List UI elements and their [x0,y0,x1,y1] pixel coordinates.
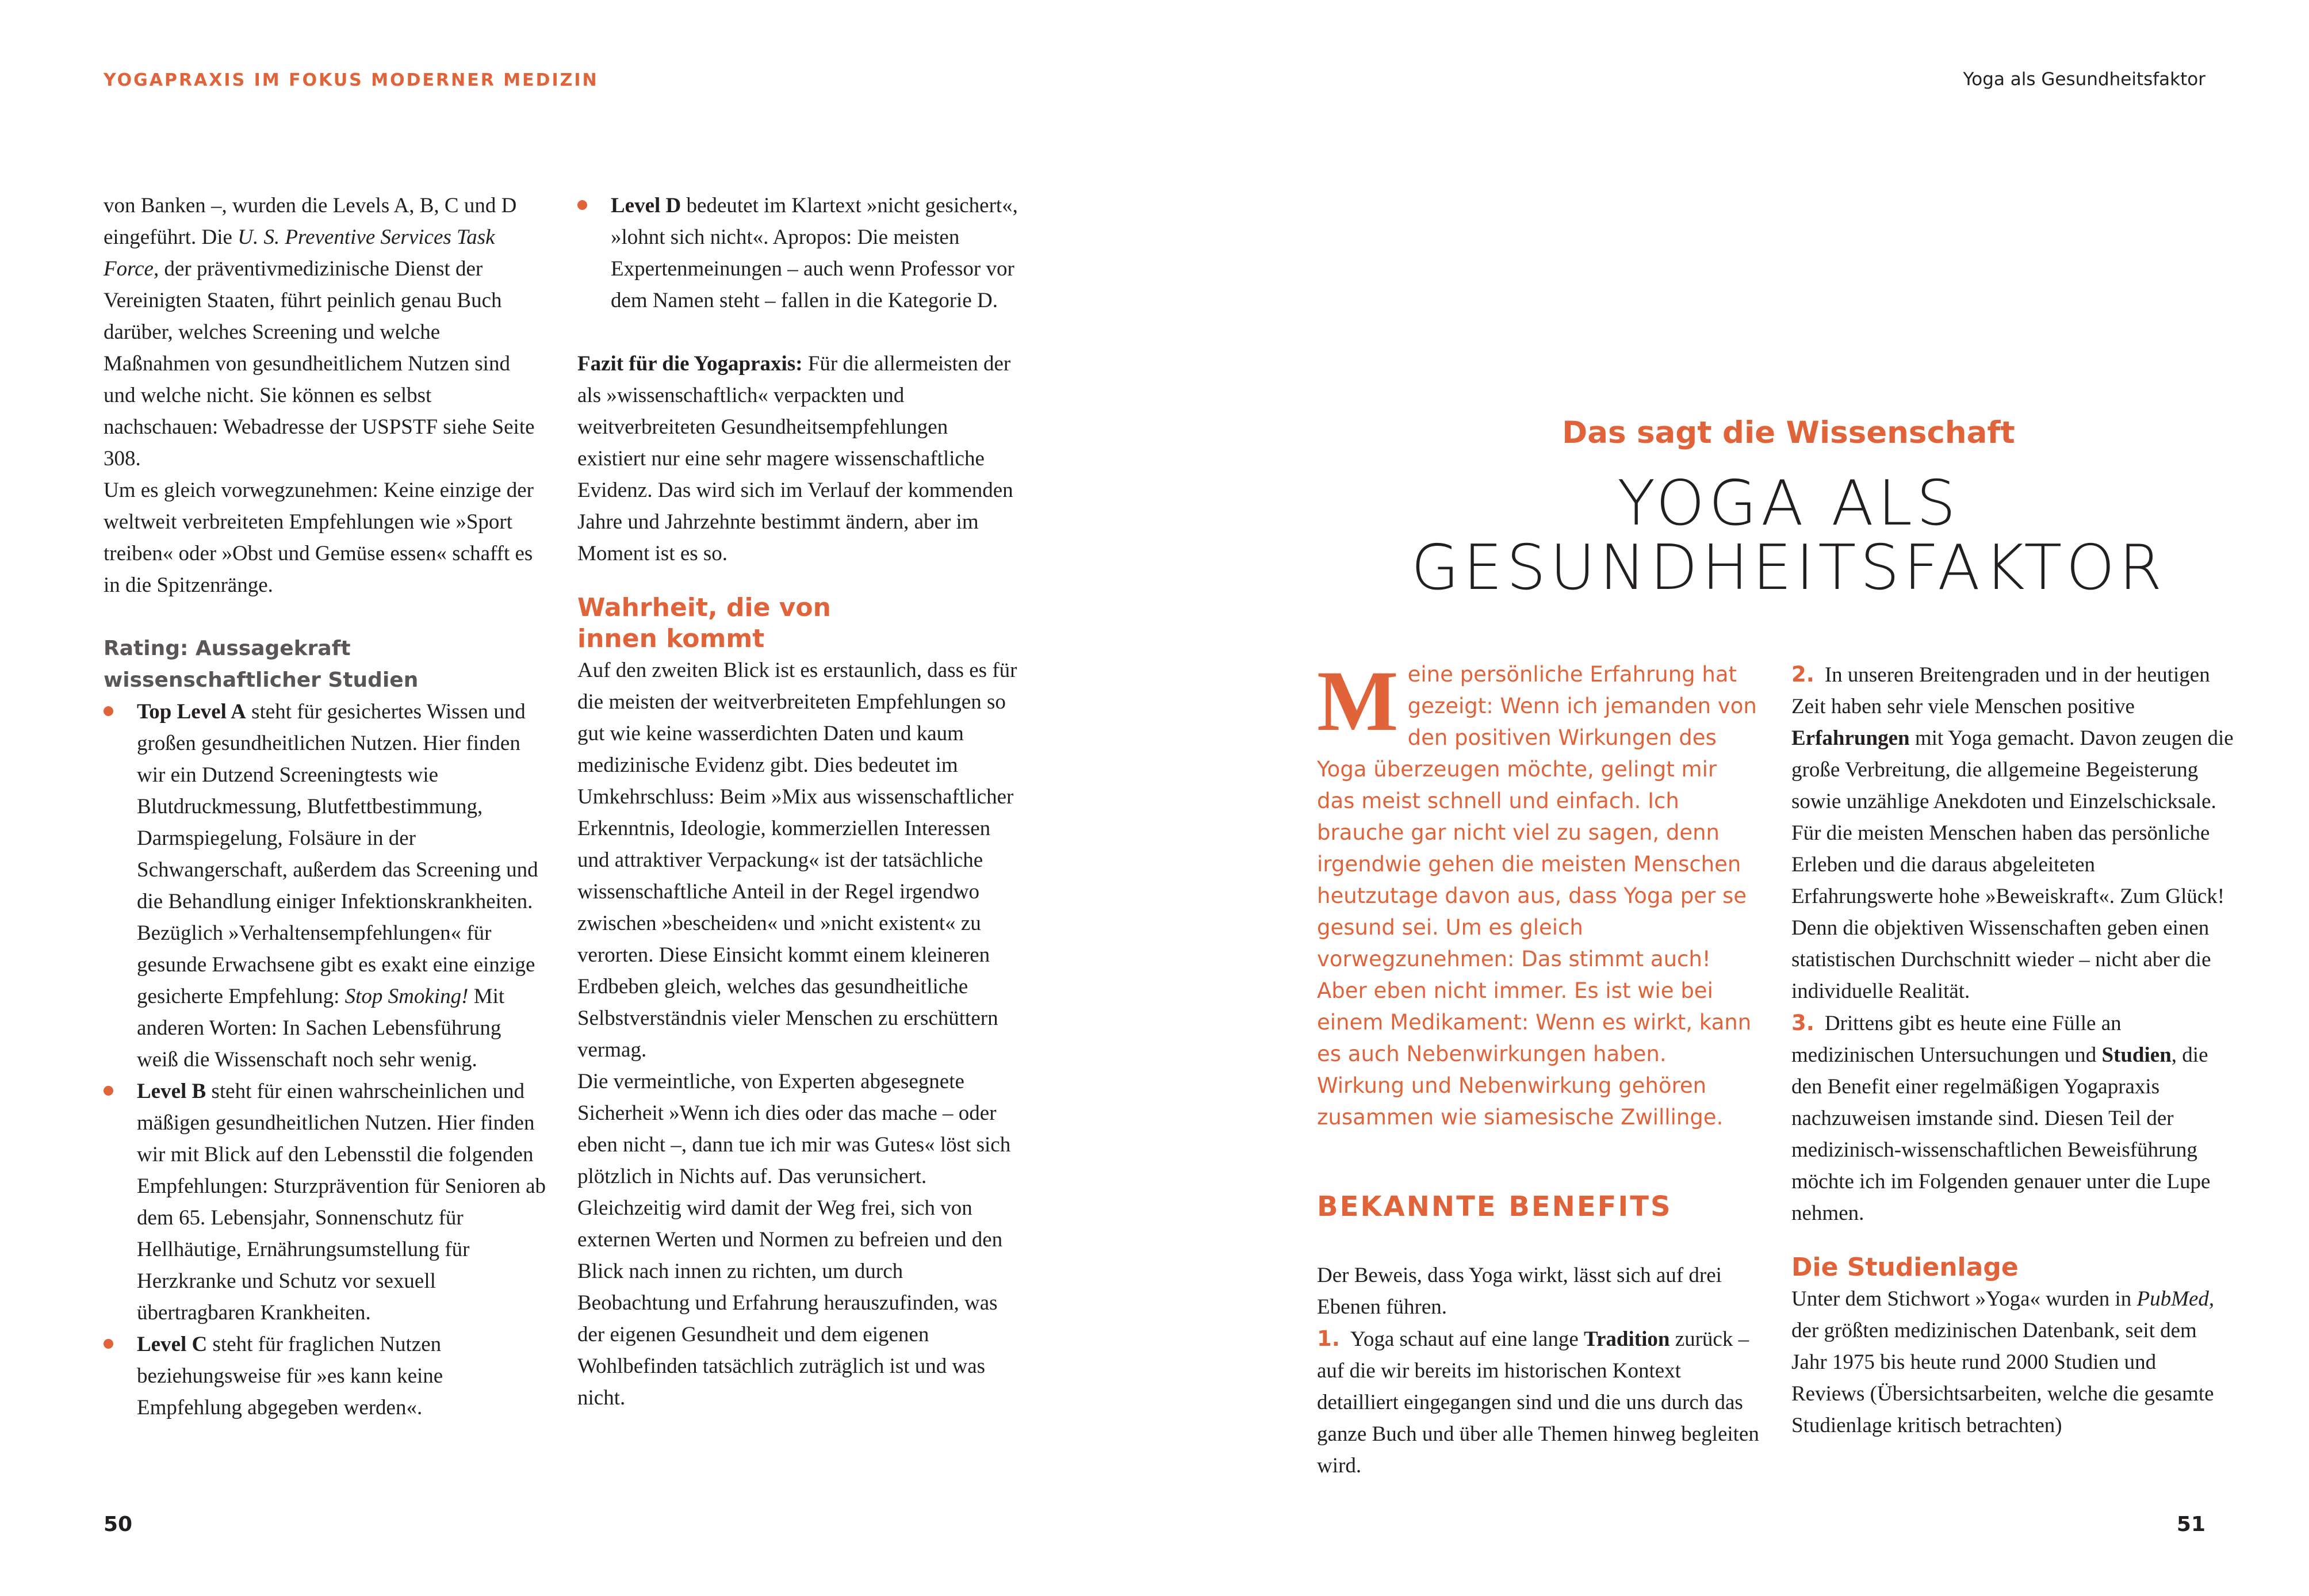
chapter-intro-text: eine persönliche Erfahrung hat gezeigt: Wenn ich jemanden von den positiven Wirkungen des Yoga überzeugen möchte, gelingt mir das meist schnell und einfach. Ich brauche gar nicht viel zu sagen, denn irgendwie gehen die meisten Menschen heutzutage davon aus, dass Yoga per se gesund sei. Um es gleich vorwegzunehmen: Das stimmt auch! Aber eben nicht immer. Es ist wie bei einem Medikament: Wenn es wirkt, kann es auch Nebenwirkungen haben. Wirkung und Nebenwirkung gehören zusammen wie siamesische Zwillinge. [1317,662,1757,1130]
benefit-text: In unseren Breitengraden und in der heutigen Zeit haben sehr viele Menschen positive Erfahrungen mit Yoga gemacht. Davon zeugen die große Verbreitung, die allgemeine Begeisterung sowie unzählige Anekdoten und Einzelschicksale. Für die meisten Menschen haben das persönliche Erleben und die daraus abgeleiteten Erfahrungswerte hohe »Beweiskraft«. Zum Glück! Denn die objektiven Wissenschaften geben einen statistischen Durchschnitt wieder – nicht aber die individuelle Realität. [1791,663,2234,1003]
rating-list-continued [577,190,1020,316]
page-number-right: 51 [2176,1513,2205,1536]
rating-heading: Rating: Aussagekraft wissenschaftlicher Studien [104,637,419,692]
benefit-number: 1. [1317,1326,1340,1351]
chapter-eyebrow: Das sagt die Wissenschaft [1562,415,2015,450]
chapter-title-line-2: GESUNDHEITSFAKTOR [1411,532,2166,604]
list-item: Level D bedeutet im Klartext »nicht gesichert«, »lohnt sich nicht«. Apropos: Die meisten Expertenmeinungen – auch wenn Professor vor dem Namen steht – fallen in die Kategorie D. [577,190,1020,316]
benefit-text: Yoga schaut auf eine lange Tradition zurück – auf die wir bereits im historischen Kontext detailliert eingegangen sind und die uns durch das ganze Buch und über alle Themen hinweg begleiten wird. [1317,1327,1759,1478]
fazit-paragraph: Fazit für die Yogapraxis: Für die allermeisten der als »wissenschaftlich« verpackten und weitverbreiteten Gesundheitsempfehlungen existiert nur eine sehr magere wissenschaftliche Evidenz. Das wird sich im Verlauf der kommenden Jahre und Jahrzehnte bestimmt ändern, aber im Moment ist es so. [577,352,1013,565]
col1-intro2: Um es gleich vorwegzunehmen: Keine einzige der weltweit verbreiteten Empfehlungen wie »Sport treiben« oder »Obst und Gemüse essen« schafft es in die Spitzenränge. [104,479,534,597]
running-head-left: YOGAPRAXIS IM FOKUS MODERNER MEDIZIN [104,70,599,90]
studienlage-paragraph: Unter dem Stichwort »Yoga« wurden in PubMed, der größten medizinischen Datenbank, seit dem Jahr 1975 bis heute rund 2000 Studien und Reviews (Übersichtsarbeiten, welche die gesamte Studienlage kritisch betrachten) [1791,1287,2215,1437]
chapter-title [1323,468,2254,604]
benefits-lead: Der Beweis, dass Yoga wirkt, lässt sich auf drei Ebenen führen. [1317,1264,1722,1319]
benefit-item-1 [1317,1323,1760,1482]
chapter-intro [1317,653,1760,1133]
column-4 [1791,659,2234,1441]
column-1 [104,190,546,1423]
benefit-text: Drittens gibt es heute eine Fülle an medizinischen Untersuchungen und Studien, die den Benefit einer regelmäßigen Yogapraxis nachzuweisen imstande sind. Diesen Teil der medizinisch-wissenschaftlichen Beweisführung möchte ich im Folgenden genauer unter die Lupe nehmen. [1791,1012,2211,1225]
benefit-item-3 [1791,1007,2234,1229]
list-item: Level C steht für fraglichen Nutzen beziehungsweise für »es kann keine Empfehlung abgegeben werden«. [104,1329,546,1423]
col1-intro: von Banken –, wurden die Levels A, B, C und D eingeführt. Die U. S. Preventive Services Task Force, der präventivmedizinische Dienst der Vereinigten Staaten, führt peinlich genau Buch darüber, welches Screening und welche Maßnahmen von gesundheitlichem Nutzen sind und welche nicht. Sie können es selbst nachschauen: Webadresse der USPSTF siehe Seite 308. [104,194,535,470]
benefit-item-2 [1791,659,2234,1007]
rating-list [104,696,546,1423]
section-heading-wahrheit: Wahrheit, die von innen kommt [577,593,831,653]
page-number-left: 50 [104,1513,133,1536]
running-head-right: Yoga als Gesundheitsfaktor [1963,69,2205,90]
column-2 [577,190,1020,1414]
benefit-number: 2. [1791,662,1814,687]
section-heading-benefits: BEKANNTE BENEFITS [1317,1191,1672,1223]
list-item: Top Level A steht für gesichertes Wissen und großen gesundheitlichen Nutzen. Hier finden wir ein Dutzend Screeningtests wie Blutdruckmessung, Blutfettbestimmung, Darmspiegelung, Folsäure in der Schwangerschaft, außerdem das Screening und die Behandlung einiger Infektionskrankheiten. Bezüglich »Verhaltensempfehlungen« für gesunde Erwachsene gibt es exakt eine einzige gesicherte Empfehlung: Stop Smoking! Mit anderen Worten: In Sachen Lebensführung weiß die Wissenschaft noch sehr wenig. [104,696,546,1076]
col2-paragraph-1: Auf den zweiten Blick ist es erstaunlich, dass es für die meisten der weitverbreiteten Empfehlungen so gut wie keine wasserdichten Daten und kaum medizinische Evidenz gibt. Dies bedeutet im Umkehrschluss: Beim »Mix aus wissenschaftlicher Erkenntnis, Ideologie, kommerziellen Interessen und attraktiver Verpackung« ist der tatsächliche wissenschaftliche Anteil in der Regel irgendwo zwischen »bescheiden« und »nicht existent« zu verorten. Diese Einsicht kommt einem kleineren Erdbeben gleich, welches das gesundheitliche Selbstverständnis vieler Menschen zu erschüttern vermag. [577,659,1017,1062]
drop-cap: M [1317,653,1399,749]
chapter-title-line-1: YOGA ALS [1617,468,1960,539]
column-3 [1317,1260,1760,1482]
col2-paragraph-2: Die vermeintliche, von Experten abgesegnete Sicherheit »Wenn ich dies oder das mache – oder eben nicht –, dann tue ich mir was Gutes« löst sich plötzlich in Nichts auf. Das verunsichert. Gleichzeitig wird damit der Weg frei, sich von externen Werten und Normen zu befreien und den Blick nach innen zu richten, um durch Beobachtung und Erfahrung herauszufinden, was der eigenen Gesundheit und dem eigenen Wohlbefinden tatsächlich zuträglich ist und was nicht. [577,1070,1011,1410]
section-heading-studienlage: Die Studienlage [1791,1253,2019,1282]
benefit-number: 3. [1791,1011,1814,1035]
list-item: Level B steht für einen wahrscheinlichen und mäßigen gesundheitlichen Nutzen. Hier finden wir mit Blick auf den Lebensstil die folgenden Empfehlungen: Sturzprävention für Senioren ab dem 65. Lebensjahr, Sonnenschutz für Hellhäutige, Ernährungsumstellung für Herzkranke und Schutz vor sexuell übertragbaren Krankheiten. [104,1076,546,1329]
